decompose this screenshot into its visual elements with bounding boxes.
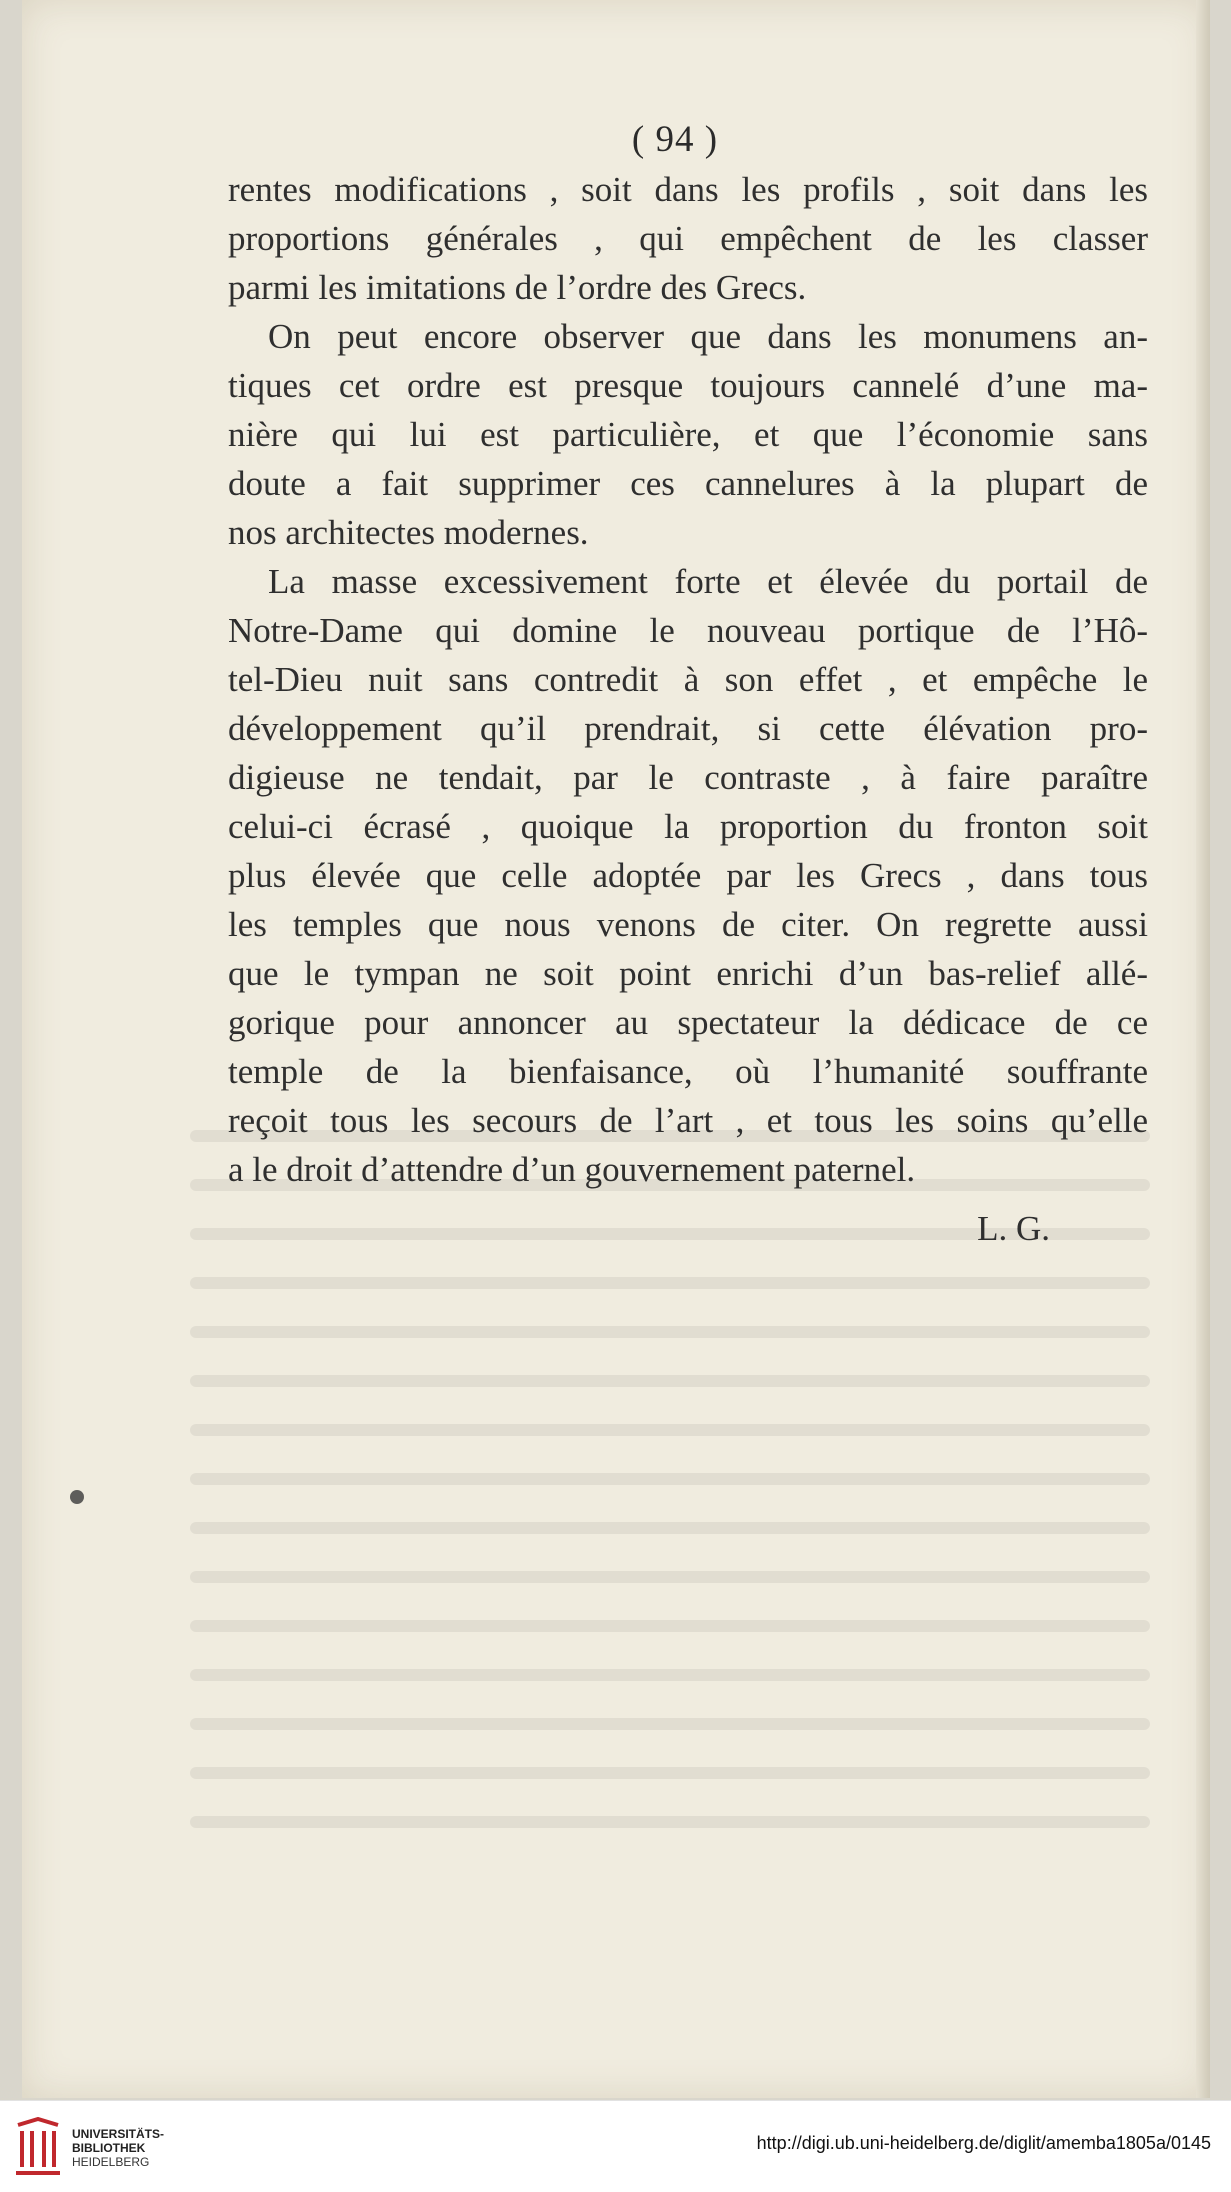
page-edge bbox=[1196, 0, 1210, 2098]
text-line: gorique pour annoncer au spectateur la dédicace de ce bbox=[228, 1003, 1148, 1042]
ink-spot bbox=[70, 1490, 84, 1504]
text-line: reçoit tous les secours de l’art , et tous les soins qu’elle bbox=[228, 1101, 1148, 1140]
text-line: proportions générales , qui empêchent de les classer bbox=[228, 219, 1148, 258]
text-line: que le tympan ne soit point enrichi d’un bas-relief allé- bbox=[228, 954, 1148, 993]
library-name-line: UNIVERSITÄTS- bbox=[72, 2127, 165, 2141]
text-line: les temples que nous venons de citer. On regrette aussi bbox=[228, 905, 1148, 944]
text-line: tiques cet ordre est presque toujours cannelé d’une ma- bbox=[228, 366, 1148, 405]
permalink-url[interactable]: http://digi.ub.uni-heidelberg.de/diglit/amemba1805a/0145 bbox=[756, 2133, 1211, 2153]
text-line: nière qui lui est particulière, et que l’économie sans bbox=[228, 415, 1148, 454]
library-name-line: HEIDELBERG bbox=[72, 2155, 150, 2169]
text-line: temple de la bienfaisance, où l’humanité souffrante bbox=[228, 1052, 1148, 1091]
paragraph bbox=[228, 165, 1148, 312]
text-line: parmi les imitations de l’ordre des Grecs. bbox=[228, 268, 807, 307]
text-line: doute a fait supprimer ces cannelures à la plupart de bbox=[228, 464, 1148, 503]
text-line: La masse excessivement forte et élevée du portail de bbox=[268, 562, 1148, 601]
text-line: Notre-Dame qui domine le nouveau portique de l’Hô- bbox=[228, 611, 1148, 650]
library-name bbox=[72, 2127, 164, 2169]
text-line: rentes modifications , soit dans les profils , soit dans les bbox=[228, 170, 1148, 209]
text-line: digieuse ne tendait, par le contraste , à faire paraître bbox=[228, 758, 1148, 797]
text-line: développement qu’il prendrait, si cette élévation pro- bbox=[228, 709, 1148, 748]
text-line: tel-Dieu nuit sans contredit à son effet , et empêche le bbox=[228, 660, 1148, 699]
library-logo-icon[interactable] bbox=[12, 2117, 64, 2177]
text-line: On peut encore observer que dans les monumens an- bbox=[268, 317, 1148, 356]
body-text bbox=[228, 165, 1148, 1194]
paragraph bbox=[228, 312, 1148, 557]
page-number: ( 94 ) bbox=[631, 119, 719, 160]
footer-bar bbox=[0, 2100, 1231, 2192]
paragraph bbox=[228, 557, 1148, 1194]
author-signature: L. G. bbox=[977, 1209, 1050, 1248]
text-line: plus élevée que celle adoptée par les Grecs , dans tous bbox=[228, 856, 1148, 895]
text-line: celui-ci écrasé , quoique la proportion du fronton soit bbox=[228, 807, 1148, 846]
text-line: nos architectes modernes. bbox=[228, 513, 589, 552]
text-line: a le droit d’attendre d’un gouvernement paternel. bbox=[228, 1150, 916, 1189]
library-name-line: BIBLIOTHEK bbox=[72, 2141, 146, 2155]
